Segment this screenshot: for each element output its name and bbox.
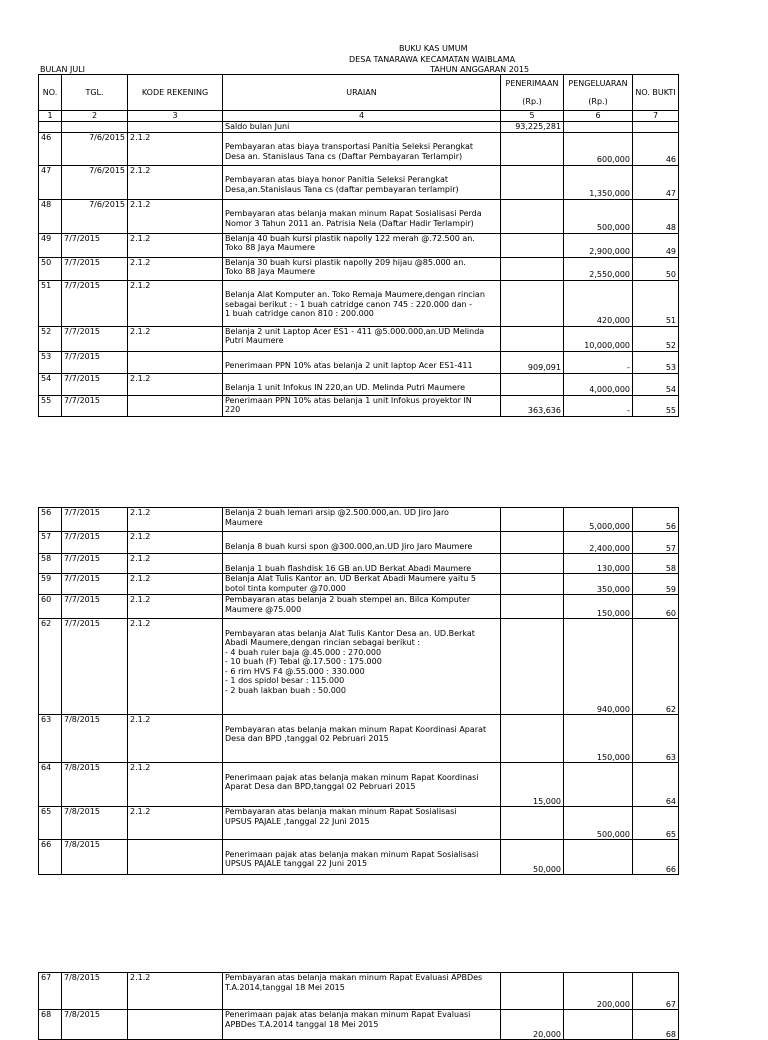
row-date: 7/7/2015: [62, 233, 128, 257]
row-expense: 1,350,000: [564, 165, 633, 199]
table-body: [39, 132, 679, 416]
table-row: [39, 373, 679, 395]
row-account-code: 2.1.2: [128, 715, 223, 763]
row-date: 7/6/2015: [62, 165, 128, 199]
table-row: [39, 619, 679, 715]
row-proof-no: 60: [633, 595, 679, 619]
row-expense: 500,000: [564, 199, 633, 233]
col-bukti: NO. BUKTI: [633, 75, 679, 111]
cash-table-page-2: [38, 507, 679, 875]
row-account-code: [128, 840, 223, 875]
row-date: 7/7/2015: [62, 554, 128, 574]
row-expense: [564, 763, 633, 807]
row-no: 59: [39, 574, 62, 595]
row-description: Belanja 8 buah kursi spon @300.000,an.UD Jiro Jaro Maumere: [223, 532, 501, 554]
row-description: Penerimaan PPN 10% atas belanja 2 unit laptop Acer ES1-411: [223, 351, 501, 373]
row-account-code: [128, 395, 223, 416]
col-penerimaan: [501, 75, 564, 111]
row-description: Pembayaran atas biaya transportasi Panitia Seleksi Perangkat Desa an. Stanislaus Tana cs (Daftar Pembayaran Terlampir): [223, 132, 501, 165]
row-date: 7/7/2015: [62, 280, 128, 326]
table-row: [39, 554, 679, 574]
row-expense: 200,000: [564, 973, 633, 1010]
row-receipt: 20,000: [501, 1010, 564, 1040]
col-kode: KODE REKENING: [128, 75, 223, 111]
row-proof-no: 66: [633, 840, 679, 875]
row-account-code: 2.1.2: [128, 326, 223, 351]
row-expense: -: [564, 351, 633, 373]
row-date: 7/7/2015: [62, 395, 128, 416]
row-account-code: 2.1.2: [128, 619, 223, 715]
row-date: 7/7/2015: [62, 257, 128, 280]
row-date: 7/7/2015: [62, 619, 128, 715]
row-no: 46: [39, 132, 62, 165]
row-date: 7/8/2015: [62, 807, 128, 840]
index-cell: 2: [62, 111, 128, 122]
col-tgl: TGL.: [62, 75, 128, 111]
row-account-code: 2.1.2: [128, 199, 223, 233]
row-receipt: [501, 532, 564, 554]
row-date: 7/6/2015: [62, 199, 128, 233]
row-date: 7/6/2015: [62, 132, 128, 165]
col-pengeluaran: [564, 75, 633, 111]
row-proof-no: 67: [633, 973, 679, 1010]
row-description: Penerimaan pajak atas belanja makan minum Rapat Sosialisasi UPSUS PAJALE tanggal 22 Juni 2015: [223, 840, 501, 875]
row-receipt: [501, 257, 564, 280]
table-row: [39, 326, 679, 351]
row-receipt: [501, 165, 564, 199]
row-expense: 2,900,000: [564, 233, 633, 257]
table-row: [39, 807, 679, 840]
row-description: Belanja 2 unit Laptop Acer ES1 - 411 @5.000.000,an.UD Melinda Putri Maumere: [223, 326, 501, 351]
row-account-code: 2.1.2: [128, 763, 223, 807]
row-proof-no: 54: [633, 373, 679, 395]
row-date: 7/7/2015: [62, 508, 128, 532]
row-receipt: [501, 973, 564, 1010]
row-expense: 2,550,000: [564, 257, 633, 280]
row-proof-no: 53: [633, 351, 679, 373]
row-proof-no: 47: [633, 165, 679, 199]
row-proof-no: 46: [633, 132, 679, 165]
row-no: 65: [39, 807, 62, 840]
row-proof-no: 55: [633, 395, 679, 416]
row-no: 57: [39, 532, 62, 554]
month-label: BULAN JULI: [40, 65, 86, 74]
row-expense: 10,000,000: [564, 326, 633, 351]
table-row: [39, 395, 679, 416]
row-account-code: 2.1.2: [128, 595, 223, 619]
row-proof-no: 58: [633, 554, 679, 574]
row-expense: 2,400,000: [564, 532, 633, 554]
col-no: NO.: [39, 75, 62, 111]
row-account-code: 2.1.2: [128, 574, 223, 595]
table-row: [39, 763, 679, 807]
row-receipt: [501, 508, 564, 532]
row-date: 7/8/2015: [62, 840, 128, 875]
row-date: 7/7/2015: [62, 326, 128, 351]
row-description: Pembayaran atas belanja Alat Tulis Kantor Desa an. UD.Berkat Abadi Maumere,dengan rincian sebagai berikut : - 4 buah ruler baja @.45.000 : 270.000 - 10 buah (F) Tebal @.17.500 : 175.000 - 6 rim HVS F4 @.55.000 : 330.000 - 1 dos spidol besar : 115.000 - 2 buah lakban buah : 50.000: [223, 619, 501, 715]
row-no: 58: [39, 554, 62, 574]
index-cell: 5: [501, 111, 564, 122]
cell: [39, 121, 62, 132]
row-date: 7/8/2015: [62, 1010, 128, 1040]
row-receipt: 909,091: [501, 351, 564, 373]
row-no: 56: [39, 508, 62, 532]
table-row: [39, 1010, 679, 1040]
row-description: Pembayaran atas belanja 2 buah stempel an. Bilca Komputer Maumere @75.000: [223, 595, 501, 619]
table-row: [39, 574, 679, 595]
row-description: Belanja Alat Tulis Kantor an. UD Berkat Abadi Maumere yaitu 5 botol tinta komputer @70.000: [223, 574, 501, 595]
index-cell: 7: [633, 111, 679, 122]
row-expense: 5,000,000: [564, 508, 633, 532]
row-proof-no: 50: [633, 257, 679, 280]
row-receipt: [501, 574, 564, 595]
row-date: 7/8/2015: [62, 763, 128, 807]
row-receipt: 50,000: [501, 840, 564, 875]
row-no: 55: [39, 395, 62, 416]
row-proof-no: 56: [633, 508, 679, 532]
row-account-code: [128, 351, 223, 373]
table-row: [39, 351, 679, 373]
row-receipt: [501, 326, 564, 351]
row-account-code: 2.1.2: [128, 165, 223, 199]
row-proof-no: 52: [633, 326, 679, 351]
saldo-row: [39, 121, 679, 132]
col-penerimaan-unit: (Rp.): [522, 96, 542, 106]
index-cell: 6: [564, 111, 633, 122]
row-proof-no: 68: [633, 1010, 679, 1040]
index-cell: 1: [39, 111, 62, 122]
table-row: [39, 132, 679, 165]
row-description: Pembayaran atas belanja makan minum Rapat Sosialisasi Perda Nomor 3 Tahun 2011 an. Patrisia Nela (Daftar Hadir Terlampir): [223, 199, 501, 233]
table-row: [39, 595, 679, 619]
row-no: 66: [39, 840, 62, 875]
table-row: [39, 199, 679, 233]
row-account-code: 2.1.2: [128, 973, 223, 1010]
row-expense: 600,000: [564, 132, 633, 165]
table-row: [39, 508, 679, 532]
row-date: 7/7/2015: [62, 574, 128, 595]
row-receipt: [501, 619, 564, 715]
row-receipt: [501, 132, 564, 165]
col-pengeluaran-unit: (Rp.): [588, 96, 608, 106]
table-row: [39, 233, 679, 257]
row-description: Pembayaran atas biaya honor Panitia Seleksi Perangkat Desa,an.Stanislaus Tana cs (daftar pembayaran terlampir): [223, 165, 501, 199]
index-row: [39, 111, 679, 122]
cash-table-page-1: [38, 74, 679, 417]
row-no: 67: [39, 973, 62, 1010]
row-expense: [564, 840, 633, 875]
row-no: 48: [39, 199, 62, 233]
table-body: [39, 508, 679, 875]
row-account-code: 2.1.2: [128, 532, 223, 554]
row-description: Belanja 40 buah kursi plastik napolly 122 merah @.72.500 an. Toko 88 Jaya Maumere: [223, 233, 501, 257]
row-expense: 420,000: [564, 280, 633, 326]
row-receipt: [501, 554, 564, 574]
row-proof-no: 57: [633, 532, 679, 554]
row-proof-no: 65: [633, 807, 679, 840]
row-expense: -: [564, 395, 633, 416]
row-account-code: 2.1.2: [128, 373, 223, 395]
row-description: Belanja Alat Komputer an. Toko Remaja Maumere,dengan rincian sebagai berikut : - 1 buah catridge canon 745 : 220.000 dan - 1 buah catridge canon 810 : 200.000: [223, 280, 501, 326]
row-no: 54: [39, 373, 62, 395]
col-penerimaan-label: PENERIMAAN: [505, 79, 559, 88]
index-cell: 4: [223, 111, 501, 122]
cash-table-page-3: [38, 972, 679, 1040]
saldo-label: Saldo bulan Juni: [223, 121, 501, 132]
row-date: 7/7/2015: [62, 532, 128, 554]
row-account-code: 2.1.2: [128, 280, 223, 326]
row-expense: 940,000: [564, 619, 633, 715]
doc-subtitle: DESA TANARAWA KECAMATAN WAIBLAMA: [349, 55, 516, 64]
row-proof-no: 59: [633, 574, 679, 595]
row-receipt: [501, 199, 564, 233]
row-no: 51: [39, 280, 62, 326]
row-receipt: [501, 715, 564, 763]
table-row: [39, 532, 679, 554]
row-description: Belanja 2 buah lemari arsip @2.500.000,an. UD Jiro Jaro Maumere: [223, 508, 501, 532]
row-expense: 350,000: [564, 574, 633, 595]
row-account-code: 2.1.2: [128, 508, 223, 532]
row-receipt: [501, 807, 564, 840]
row-no: 47: [39, 165, 62, 199]
table-body: [39, 973, 679, 1040]
row-expense: 130,000: [564, 554, 633, 574]
row-date: 7/7/2015: [62, 351, 128, 373]
row-account-code: 2.1.2: [128, 807, 223, 840]
row-account-code: 2.1.2: [128, 132, 223, 165]
saldo-value: 93,225,281: [501, 121, 564, 132]
row-description: Belanja 1 unit Infokus IN 220,an UD. Melinda Putri Maumere: [223, 373, 501, 395]
doc-title: BUKU KAS UMUM: [399, 44, 468, 53]
row-proof-no: 49: [633, 233, 679, 257]
row-date: 7/8/2015: [62, 715, 128, 763]
row-no: 62: [39, 619, 62, 715]
cell: [564, 121, 633, 132]
row-receipt: [501, 373, 564, 395]
row-proof-no: 48: [633, 199, 679, 233]
row-no: 49: [39, 233, 62, 257]
row-no: 63: [39, 715, 62, 763]
row-no: 52: [39, 326, 62, 351]
row-date: 7/7/2015: [62, 373, 128, 395]
row-description: Pembayaran atas belanja makan minum Rapat Evaluasi APBDes T.A.2014,tanggal 18 Mei 2015: [223, 973, 501, 1010]
row-date: 7/8/2015: [62, 973, 128, 1010]
header-row: [39, 75, 679, 111]
row-date: 7/7/2015: [62, 595, 128, 619]
row-description: Penerimaan pajak atas belanja makan minum Rapat Koordinasi Aparat Desa dan BPD,tanggal 02 Pebruari 2015: [223, 763, 501, 807]
row-expense: 4,000,000: [564, 373, 633, 395]
row-account-code: 2.1.2: [128, 554, 223, 574]
row-description: Penerimaan PPN 10% atas belanja 1 unit Infokus proyektor IN 220: [223, 395, 501, 416]
row-no: 53: [39, 351, 62, 373]
row-no: 60: [39, 595, 62, 619]
row-expense: 150,000: [564, 595, 633, 619]
row-no: 64: [39, 763, 62, 807]
col-uraian: URAIAN: [223, 75, 501, 111]
row-expense: [564, 1010, 633, 1040]
index-cell: 3: [128, 111, 223, 122]
table-row: [39, 715, 679, 763]
row-no: 50: [39, 257, 62, 280]
row-proof-no: 63: [633, 715, 679, 763]
col-pengeluaran-label: PENGELUARAN: [568, 79, 628, 88]
row-no: 68: [39, 1010, 62, 1040]
cell: [62, 121, 128, 132]
table-row: [39, 257, 679, 280]
row-expense: 150,000: [564, 715, 633, 763]
row-proof-no: 51: [633, 280, 679, 326]
row-account-code: [128, 1010, 223, 1040]
table-row: [39, 973, 679, 1010]
row-account-code: 2.1.2: [128, 233, 223, 257]
row-description: Belanja 30 buah kursi plastik napolly 209 hijau @85.000 an. Toko 88 Jaya Maumere: [223, 257, 501, 280]
cell: [128, 121, 223, 132]
row-expense: 500,000: [564, 807, 633, 840]
cell: [633, 121, 679, 132]
row-proof-no: 62: [633, 619, 679, 715]
row-receipt: [501, 280, 564, 326]
row-description: Pembayaran atas belanja makan minum Rapat Koordinasi Aparat Desa dan BPD ,tanggal 02 Pebruari 2015: [223, 715, 501, 763]
row-description: Pembayaran atas belanja makan minum Rapat Sosialisasi UPSUS PAJALE ,tanggal 22 Juni 2015: [223, 807, 501, 840]
table-row: [39, 840, 679, 875]
row-description: Penerimaan pajak atas belanja makan minum Rapat Evaluasi APBDes T.A.2014 tanggal 18 Mei 2015: [223, 1010, 501, 1040]
row-account-code: 2.1.2: [128, 257, 223, 280]
row-proof-no: 64: [633, 763, 679, 807]
row-receipt: 363,636: [501, 395, 564, 416]
table-row: [39, 165, 679, 199]
table-row: [39, 280, 679, 326]
row-receipt: [501, 595, 564, 619]
year-label: TAHUN ANGGARAN 2015: [430, 65, 530, 74]
row-receipt: 15,000: [501, 763, 564, 807]
row-description: Belanja 1 buah flashdisk 16 GB an.UD Berkat Abadi Maumere: [223, 554, 501, 574]
row-receipt: [501, 233, 564, 257]
